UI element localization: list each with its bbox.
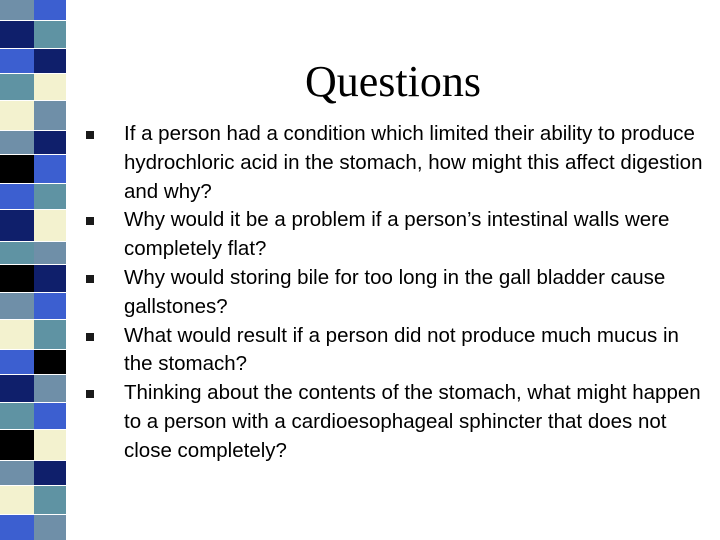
- stripe-block: [0, 403, 66, 430]
- stripe-block: [0, 74, 66, 101]
- stripe-block: [0, 293, 66, 320]
- square-bullet-icon: [86, 131, 94, 139]
- square-bullet-icon: [86, 390, 94, 398]
- stripe-block: [0, 210, 66, 242]
- stripe-block: [0, 486, 66, 514]
- stripe-block: [0, 155, 66, 183]
- stripe-block: [0, 101, 66, 131]
- square-bullet-icon: [86, 333, 94, 341]
- stripe-block: [0, 49, 66, 74]
- stripe-block: [0, 515, 66, 540]
- list-item: [86, 264, 706, 322]
- stripe-block: [0, 461, 66, 486]
- stripe-block: [0, 184, 66, 211]
- stripe-block: [0, 375, 66, 403]
- list-item: [86, 206, 706, 264]
- stripe-block: [0, 21, 66, 49]
- list-item: [86, 322, 706, 380]
- question-text: If a person had a condition which limited their ability to produce hydrochloric acid in the stomach, how might this affect digestion and why?: [124, 122, 703, 203]
- stripe-block: [0, 320, 66, 350]
- list-item: [86, 120, 706, 206]
- stripe-block: [0, 242, 66, 265]
- question-text: Thinking about the contents of the stomach, what might happen to a person with a cardioesophageal sphincter that does not close completely?: [124, 381, 701, 462]
- stripe-block: [0, 350, 66, 375]
- decorative-stripe: [0, 0, 66, 540]
- slide-title: Questions: [305, 57, 481, 106]
- square-bullet-icon: [86, 275, 94, 283]
- stripe-block: [0, 265, 66, 293]
- question-list: [86, 120, 706, 466]
- question-text: Why would storing bile for too long in the gall bladder cause gallstones?: [124, 265, 666, 318]
- question-text: What would result if a person did not produce much mucus in the stomach?: [124, 323, 679, 376]
- stripe-block: [0, 0, 66, 21]
- stripe-block: [0, 430, 66, 462]
- question-text: Why would it be a problem if a person’s intestinal walls were completely flat?: [124, 208, 670, 261]
- stripe-block: [0, 131, 66, 156]
- square-bullet-icon: [86, 217, 94, 225]
- list-item: [86, 379, 706, 465]
